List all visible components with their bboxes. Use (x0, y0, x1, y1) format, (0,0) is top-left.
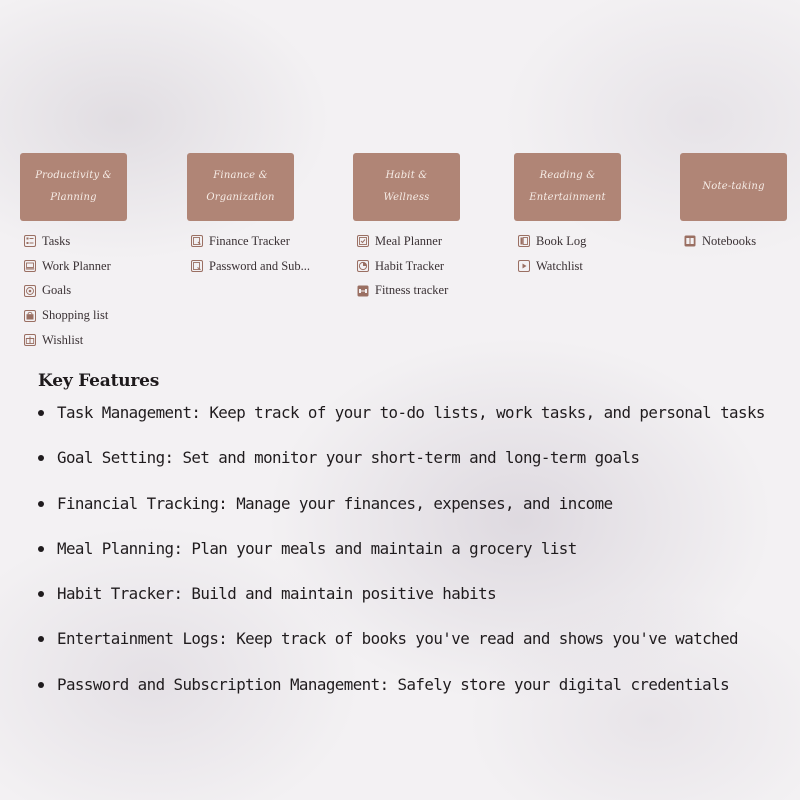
feature-item-task-management (38, 403, 778, 448)
list-item-notebooks[interactable] (680, 229, 788, 254)
feature-text: Task Management: Keep track of your to-do lists, work tasks, and personal tasks (57, 403, 765, 422)
feature-item-habit-tracker (38, 584, 778, 629)
key-document-icon (191, 260, 203, 272)
key-features-section (38, 371, 778, 720)
category-card-habit-wellness[interactable] (353, 153, 460, 221)
feature-text: Password and Subscription Management: Safely store your digital credentials (57, 674, 730, 694)
list-item-label: Finance Tracker (209, 233, 290, 248)
category-finance-organization (187, 153, 311, 279)
category-title-line1: Reading & (539, 170, 596, 181)
list-item-label: Watchlist (536, 258, 583, 273)
feature-text: Goal Setting: Set and monitor your short-term and long-term goals (57, 448, 640, 468)
list-item-book-log[interactable] (514, 229, 622, 254)
list-item-label: Notebooks (702, 233, 757, 248)
bullet-icon (38, 682, 44, 688)
category-card-note-taking[interactable] (680, 153, 787, 221)
category-card-productivity-planning[interactable] (20, 153, 127, 221)
list-item-password-subscriptions[interactable] (187, 254, 311, 279)
ledger-icon (191, 235, 203, 247)
list-item-meal-planner[interactable] (353, 229, 461, 254)
feature-item-goal-setting (38, 448, 778, 493)
category-title-line2: Organization (206, 192, 275, 203)
category-title-line1: Note-taking (702, 181, 765, 192)
dumbbell-icon (357, 285, 369, 297)
list-item-habit-tracker[interactable] (353, 254, 461, 279)
laptop-icon (24, 260, 36, 272)
list-item-watchlist[interactable] (514, 254, 622, 279)
key-features-heading: Key Features (38, 371, 160, 391)
bullet-icon (38, 636, 44, 642)
feature-item-password-management (38, 675, 778, 720)
book-icon (518, 235, 530, 247)
category-title-line1: Finance & (213, 170, 268, 181)
category-card-reading-entertainment[interactable] (514, 153, 621, 221)
category-title-line2: Planning (50, 192, 97, 203)
category-productivity-planning (20, 153, 128, 353)
category-reading-entertainment (514, 153, 622, 279)
category-item-list (353, 229, 461, 303)
list-item-label: Fitness tracker (375, 283, 449, 298)
category-title-line2: Entertainment (529, 192, 606, 203)
list-item-finance-tracker[interactable] (187, 229, 295, 254)
category-item-list (20, 229, 128, 353)
list-item-label: Tasks (42, 233, 71, 248)
list-item-label: Shopping list (42, 308, 109, 323)
category-title-line1: Productivity & (35, 170, 112, 181)
feature-text: Entertainment Logs: Keep track of books you've read and shows you've watched (57, 629, 739, 649)
feature-item-financial-tracking (38, 494, 778, 539)
bullet-icon (38, 546, 44, 552)
progress-circle-icon (357, 260, 369, 272)
feature-item-entertainment-logs (38, 629, 778, 674)
feature-text: Habit Tracker: Build and maintain positive habits (57, 584, 497, 604)
play-icon (518, 260, 530, 272)
list-item-fitness-tracker[interactable] (353, 279, 461, 304)
category-title-line1: Habit & Wellness (383, 170, 430, 203)
category-item-list (680, 229, 788, 254)
feature-item-meal-planning (38, 539, 778, 584)
bullet-icon (38, 455, 44, 461)
list-item-work-planner[interactable] (20, 254, 128, 279)
gift-icon (24, 334, 36, 346)
list-item-shopping-list[interactable] (20, 303, 128, 328)
category-item-list (187, 229, 311, 279)
bullet-icon (38, 591, 44, 597)
clipboard-icon (357, 235, 369, 247)
category-note-taking (680, 153, 788, 254)
feature-text: Meal Planning: Plan your meals and maintain a grocery list (57, 538, 577, 558)
list-item-label: Password and Sub... (209, 258, 311, 273)
list-item-label: Wishlist (42, 332, 84, 347)
list-item-label: Goals (42, 283, 72, 298)
category-habit-wellness (353, 153, 461, 303)
checklist-icon (24, 235, 36, 247)
list-item-wishlist[interactable] (20, 328, 128, 353)
list-item-label: Book Log (536, 233, 587, 248)
feature-list (38, 403, 778, 720)
notebook-icon (684, 235, 696, 247)
list-item-label: Meal Planner (375, 233, 442, 248)
list-item-goals[interactable] (20, 279, 128, 304)
category-item-list (514, 229, 622, 279)
target-icon (24, 285, 36, 297)
bullet-icon (38, 410, 44, 416)
category-grid (20, 153, 800, 353)
list-item-tasks[interactable] (20, 229, 128, 254)
bullet-icon (38, 501, 44, 507)
list-item-label: Work Planner (42, 258, 111, 273)
shopping-bag-icon (24, 310, 36, 322)
list-item-label: Habit Tracker (375, 258, 445, 273)
category-card-finance-organization[interactable] (187, 153, 294, 221)
feature-text: Financial Tracking: Manage your finances, expenses, and income (57, 493, 613, 513)
